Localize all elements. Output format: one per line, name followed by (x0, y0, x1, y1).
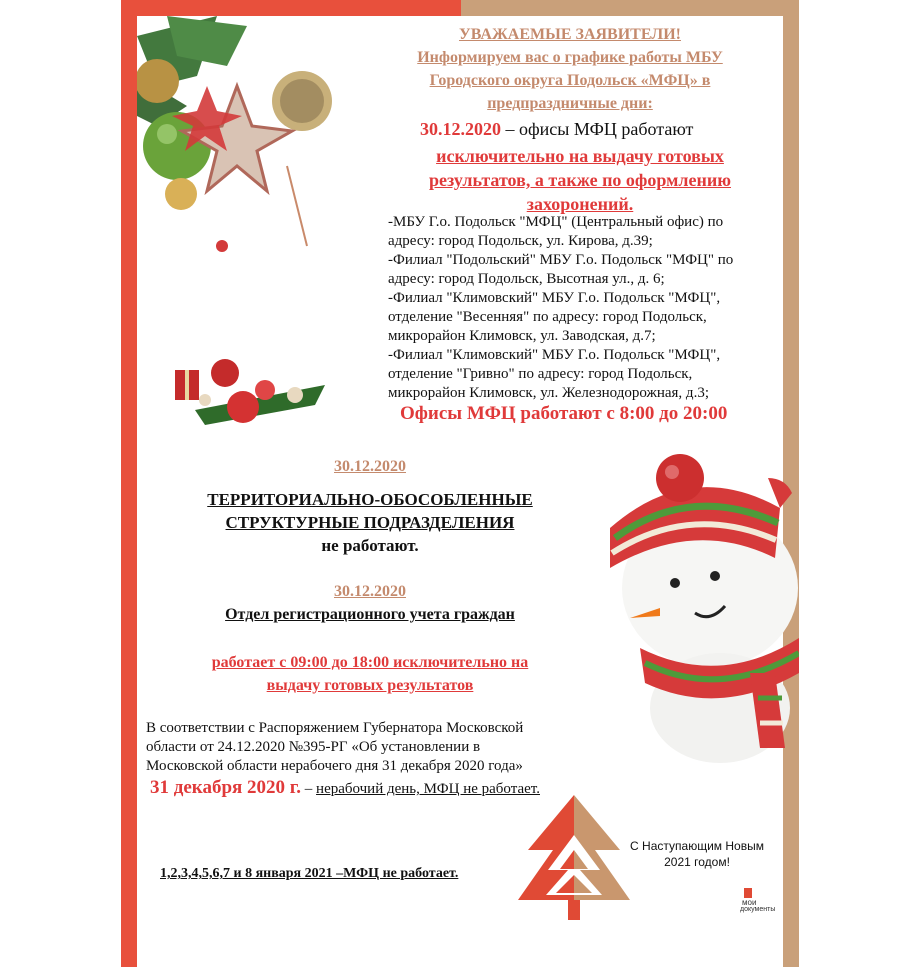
snowman-illustration (600, 448, 799, 768)
address-line: адресу: город Подольск, Высотная ул., д. 6; (388, 271, 665, 287)
address-line: -Филиал "Подольский" МБУ Г.о. Подольск "МФЦ" по (388, 252, 734, 268)
intro-line (420, 119, 693, 140)
logo-line2: документы (740, 906, 776, 913)
christmas-ornaments-illustration (137, 16, 362, 276)
section2-line-1: ТЕРРИТОРИАЛЬНО-ОБОСОБЛЕННЫЕ (207, 490, 533, 509)
section3-title: Отдел регистрационного учета граждан (225, 606, 515, 623)
header-greeting: УВАЖАЕМЫЕ ЗАЯВИТЕЛИ! (459, 26, 681, 43)
logo-mark-icon (744, 888, 752, 898)
address-line: отделение "Весенняя" по адресу: город Подольск, (388, 309, 707, 325)
decree-date: 31 декабря 2020 г. (150, 777, 302, 798)
section2-line-3: не работают. (321, 536, 419, 555)
new-year-greeting-1: С Наступающим Новым (630, 839, 764, 853)
intro-date: 30.12.2020 (420, 119, 501, 139)
intro-text: – офисы МФЦ работают (501, 119, 694, 139)
intro-emphasis-3: захоронений. (526, 194, 634, 214)
decree-line-2: области от 24.12.2020 №395-РГ «Об установлении в (146, 739, 481, 755)
logo-line1: мои (742, 898, 757, 907)
address-line: -Филиал "Климовский" МБУ Г.о. Подольск "МФЦ", (388, 290, 721, 306)
intro-emphasis-2: результатов, а также по оформлению (429, 170, 731, 190)
january-closure: 1,2,3,4,5,6,7 и 8 января 2021 –МФЦ не работает. (160, 866, 459, 881)
top-border-tan (461, 0, 799, 16)
address-line: -МБУ Г.о. Подольск "МФЦ" (Центральный офис) по (388, 214, 724, 230)
office-hours: Офисы МФЦ работают с 8:00 до 20:00 (400, 403, 728, 424)
section2-date: 30.12.2020 (334, 458, 406, 475)
top-border-red (121, 0, 461, 16)
address-line: -Филиал "Климовский" МБУ Г.о. Подольск "МФЦ", (388, 347, 721, 363)
header-line-3: Городского округа Подольск «МФЦ» в (429, 72, 711, 89)
header-line-4: предпраздничные дни: (487, 95, 653, 112)
gift-ornament-cluster (165, 355, 330, 440)
address-line: микрорайон Климовск, ул. Железнодорожная, д.3; (388, 385, 709, 401)
address-line: адресу: город Подольск, ул. Кирова, д.39; (388, 233, 653, 249)
decree-day-off-line (150, 777, 540, 799)
decree-dash: – (301, 781, 317, 797)
section3-date: 30.12.2020 (334, 583, 406, 600)
header-line-2: Информируем вас о графике работы МБУ (417, 49, 723, 66)
section3-line-1: работает с 09:00 до 18:00 исключительно на (211, 654, 529, 671)
new-year-greeting-2: 2021 годом! (664, 855, 730, 869)
left-border (121, 0, 137, 967)
decree-tail: нерабочий день, МФЦ не работает. (316, 781, 540, 797)
decree-line-1: В соответствии с Распоряжением Губернатора Московской (146, 720, 524, 736)
section2-line-2: СТРУКТУРНЫЕ ПОДРАЗДЕЛЕНИЯ (225, 513, 515, 532)
section3-line-2: выдачу готовых результатов (266, 677, 474, 694)
intro-emphasis-1: исключительно на выдачу готовых (436, 146, 724, 166)
moi-dokumenty-logo (730, 888, 782, 920)
decree-line-3: Московской области нерабочего дня 31 декабря 2020 года» (146, 758, 523, 774)
address-line: микрорайон Климовск, ул. Заводская, д.7; (388, 328, 656, 344)
address-line: отделение "Гривно" по адресу: город Подольск, (388, 366, 693, 382)
